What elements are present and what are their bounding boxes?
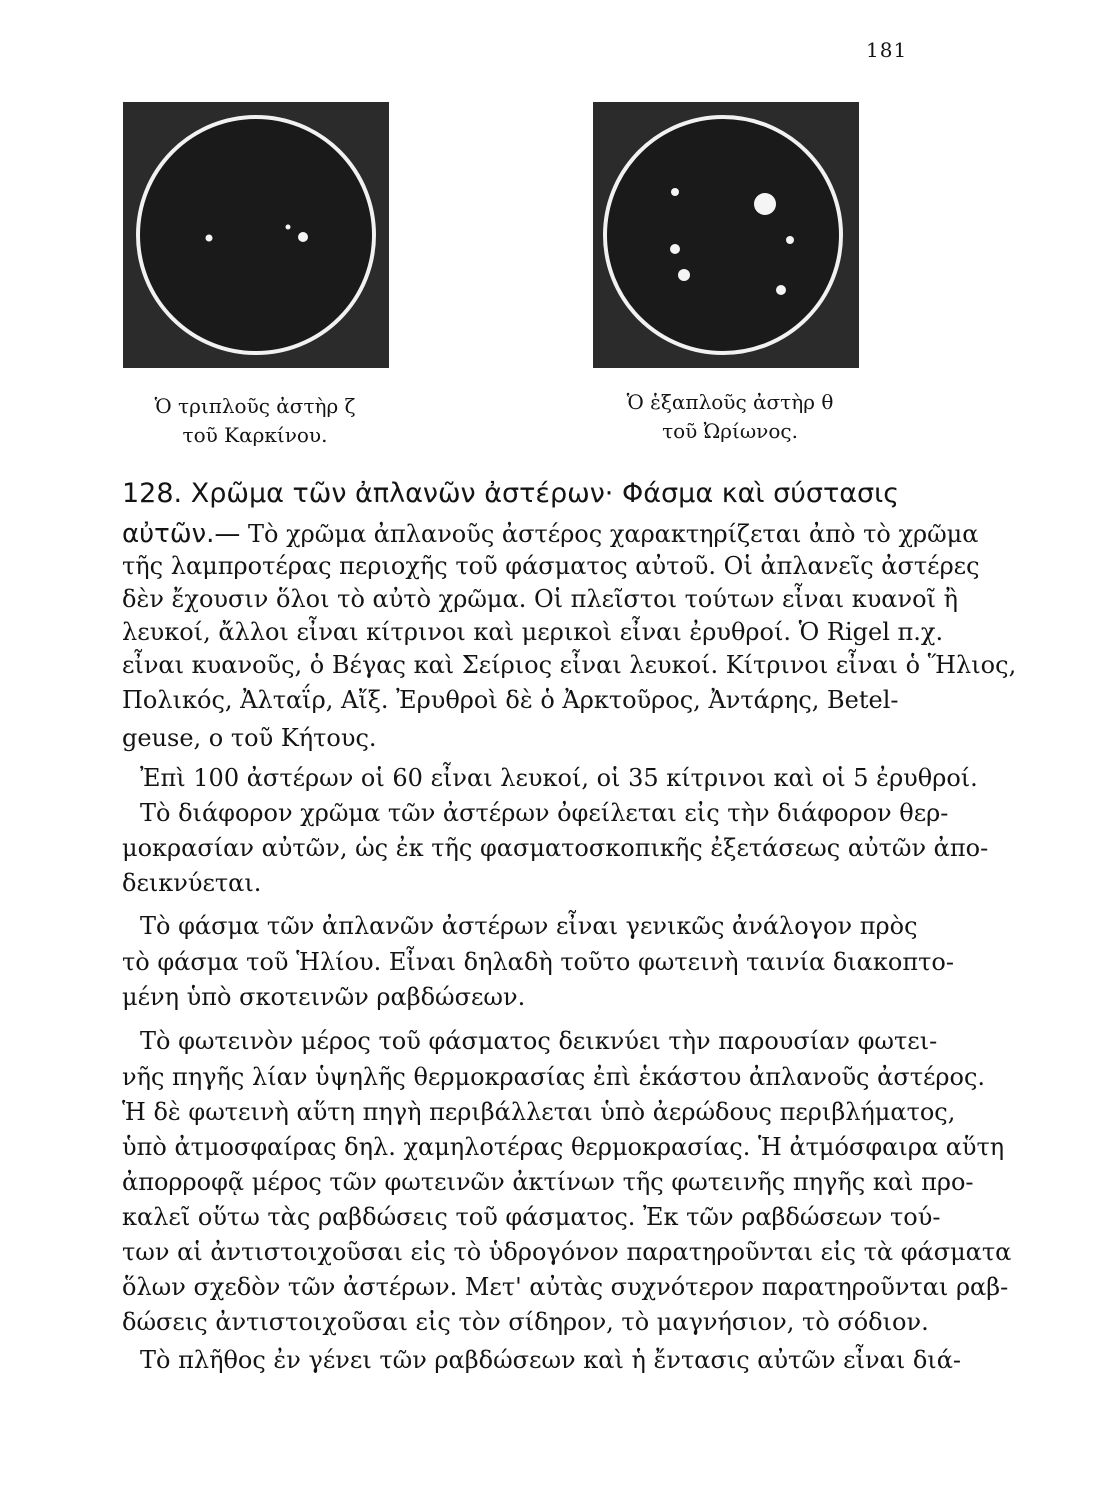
section-heading-tail: αὐτῶν.— <box>122 519 241 549</box>
paragraph-line: Ἐπὶ 100 ἀστέρων οἱ 60 εἶναι λευκοί, οἱ 35 κίτρινοι καὶ οἱ 5 ἐρυθροί. <box>140 764 978 792</box>
page-number: 181 <box>866 38 908 62</box>
right-caption-line2: τοῦ Ὠρίωνος. <box>662 419 798 443</box>
paragraph-line: καλεῖ οὕτω τὰς ραβδώσεις τοῦ φάσματος. Ἐκ τῶν ραβδώσεων τού- <box>122 1203 941 1231</box>
paragraph-line: τὸ φάσμα τοῦ Ἡλίου. Εἶναι δηλαδὴ τοῦτο φωτεινὴ ταινία διακοπτο- <box>122 948 954 976</box>
paragraph-line: δώσεις ἀντιστοιχοῦσαι εἰς τὸν σίδηρον, τὸ μαγνήσιον, τὸ σόδιον. <box>122 1308 929 1336</box>
paragraph-line: εἶναι κυανοῦς, ὁ Βέγας καὶ Σείριος εἶναι λευκοί. Κίτρινοι εἶναι ὁ Ἥλιος, <box>122 651 1017 679</box>
paragraph-line: Τὸ φωτεινὸν μέρος τοῦ φάσματος δεικνύει τὴν παρουσίαν φωτει- <box>140 1027 938 1055</box>
paragraph-line <box>122 518 979 550</box>
paragraph-line: ἀπορροφᾷ μέρος τῶν φωτεινῶν ἀκτίνων τῆς φωτεινῆς πηγῆς καὶ προ- <box>122 1168 974 1196</box>
paragraph-line: ὑπὸ ἀτμοσφαίρας δηλ. χαμηλοτέρας θερμοκρασίας. Ἡ ἀτμόσφαιρα αὕτη <box>122 1133 1005 1161</box>
triple-star-diagram-icon <box>123 102 389 368</box>
left-figure-caption <box>110 392 400 450</box>
section-heading: 128. Χρῶμα τῶν ἀπλανῶν ἀστέρων· Φάσμα καὶ σύστασις <box>122 478 900 509</box>
right-figure-caption <box>585 388 875 446</box>
paragraph-line: των αἱ ἀντιστοιχοῦσαι εἰς τὸ ὑδρογόνον παρατηροῦνται εἰς τὰ φάσματα <box>122 1238 1012 1266</box>
left-caption-line2: τοῦ Καρκίνου. <box>182 423 328 447</box>
paragraph-line: geuse, ο τοῦ Κήτους. <box>122 724 377 752</box>
left-caption-line1: Ὁ τριπλοῦς ἀστὴρ ζ <box>154 394 356 418</box>
paragraph-line: Τὸ διάφορον χρῶμα τῶν ἀστέρων ὀφείλεται εἰς τὴν διάφορον θερ- <box>140 799 949 827</box>
paragraph-line: μένη ὑπὸ σκοτεινῶν ραβδώσεων. <box>122 983 526 1011</box>
paragraph-line: νῆς πηγῆς λίαν ὑψηλῆς θερμοκρασίας ἐπὶ ἑκάστου ἀπλανοῦς ἀστέρος. <box>122 1063 986 1091</box>
paragraph-line: ὅλων σχεδὸν τῶν ἀστέρων. Μετ' αὐτὰς συχνότερον παρατηροῦνται ραβ- <box>122 1273 1009 1301</box>
paragraph-line: δεικνύεται. <box>122 869 262 897</box>
right-caption-line1: Ὁ ἑξαπλοῦς ἀστὴρ θ <box>626 390 834 414</box>
paragraph-line: μοκρασίαν αὐτῶν, ὡς ἐκ τῆς φασματοσκοπικῆς ἐξετάσεως αὐτῶν ἀπο- <box>122 834 989 862</box>
sextuple-star-diagram-icon <box>593 102 859 368</box>
line-text: Τὸ χρῶμα ἀπλανοῦς ἀστέρος χαρακτηρίζεται ἀπὸ τὸ χρῶμα <box>248 520 979 548</box>
paragraph-line: Ἡ δὲ φωτεινὴ αὕτη πηγὴ περιβάλλεται ὑπὸ ἀερώδους περιβλήματος, <box>122 1098 956 1126</box>
paragraph-line: Τὸ πλῆθος ἐν γένει τῶν ραβδώσεων καὶ ἡ ἔντασις αὐτῶν εἶναι διά- <box>140 1346 962 1374</box>
paragraph-line: Τὸ φάσμα τῶν ἀπλανῶν ἀστέρων εἶναι γενικῶς ἀνάλογον πρὸς <box>140 912 918 940</box>
paragraph-line: λευκοί, ἄλλοι εἶναι κίτρινοι καὶ μερικοὶ εἶναι ἐρυθροί. Ὁ Rigel π.χ. <box>122 618 944 646</box>
paragraph-line: Πολικός, Ἀλταΐρ, Αἴξ. Ἐρυθροὶ δὲ ὁ Ἀρκτοῦρος, Ἀντάρης, Betel- <box>122 686 899 714</box>
paragraph-line: δὲν ἔχουσιν ὅλοι τὸ αὐτὸ χρῶμα. Οἱ πλεῖστοι τούτων εἶναι κυανοῖ ἢ <box>122 585 958 613</box>
paragraph-line: τῆς λαμπροτέρας περιοχῆς τοῦ φάσματος αὐτοῦ. Οἱ ἀπλανεῖς ἀστέρες <box>122 552 980 580</box>
